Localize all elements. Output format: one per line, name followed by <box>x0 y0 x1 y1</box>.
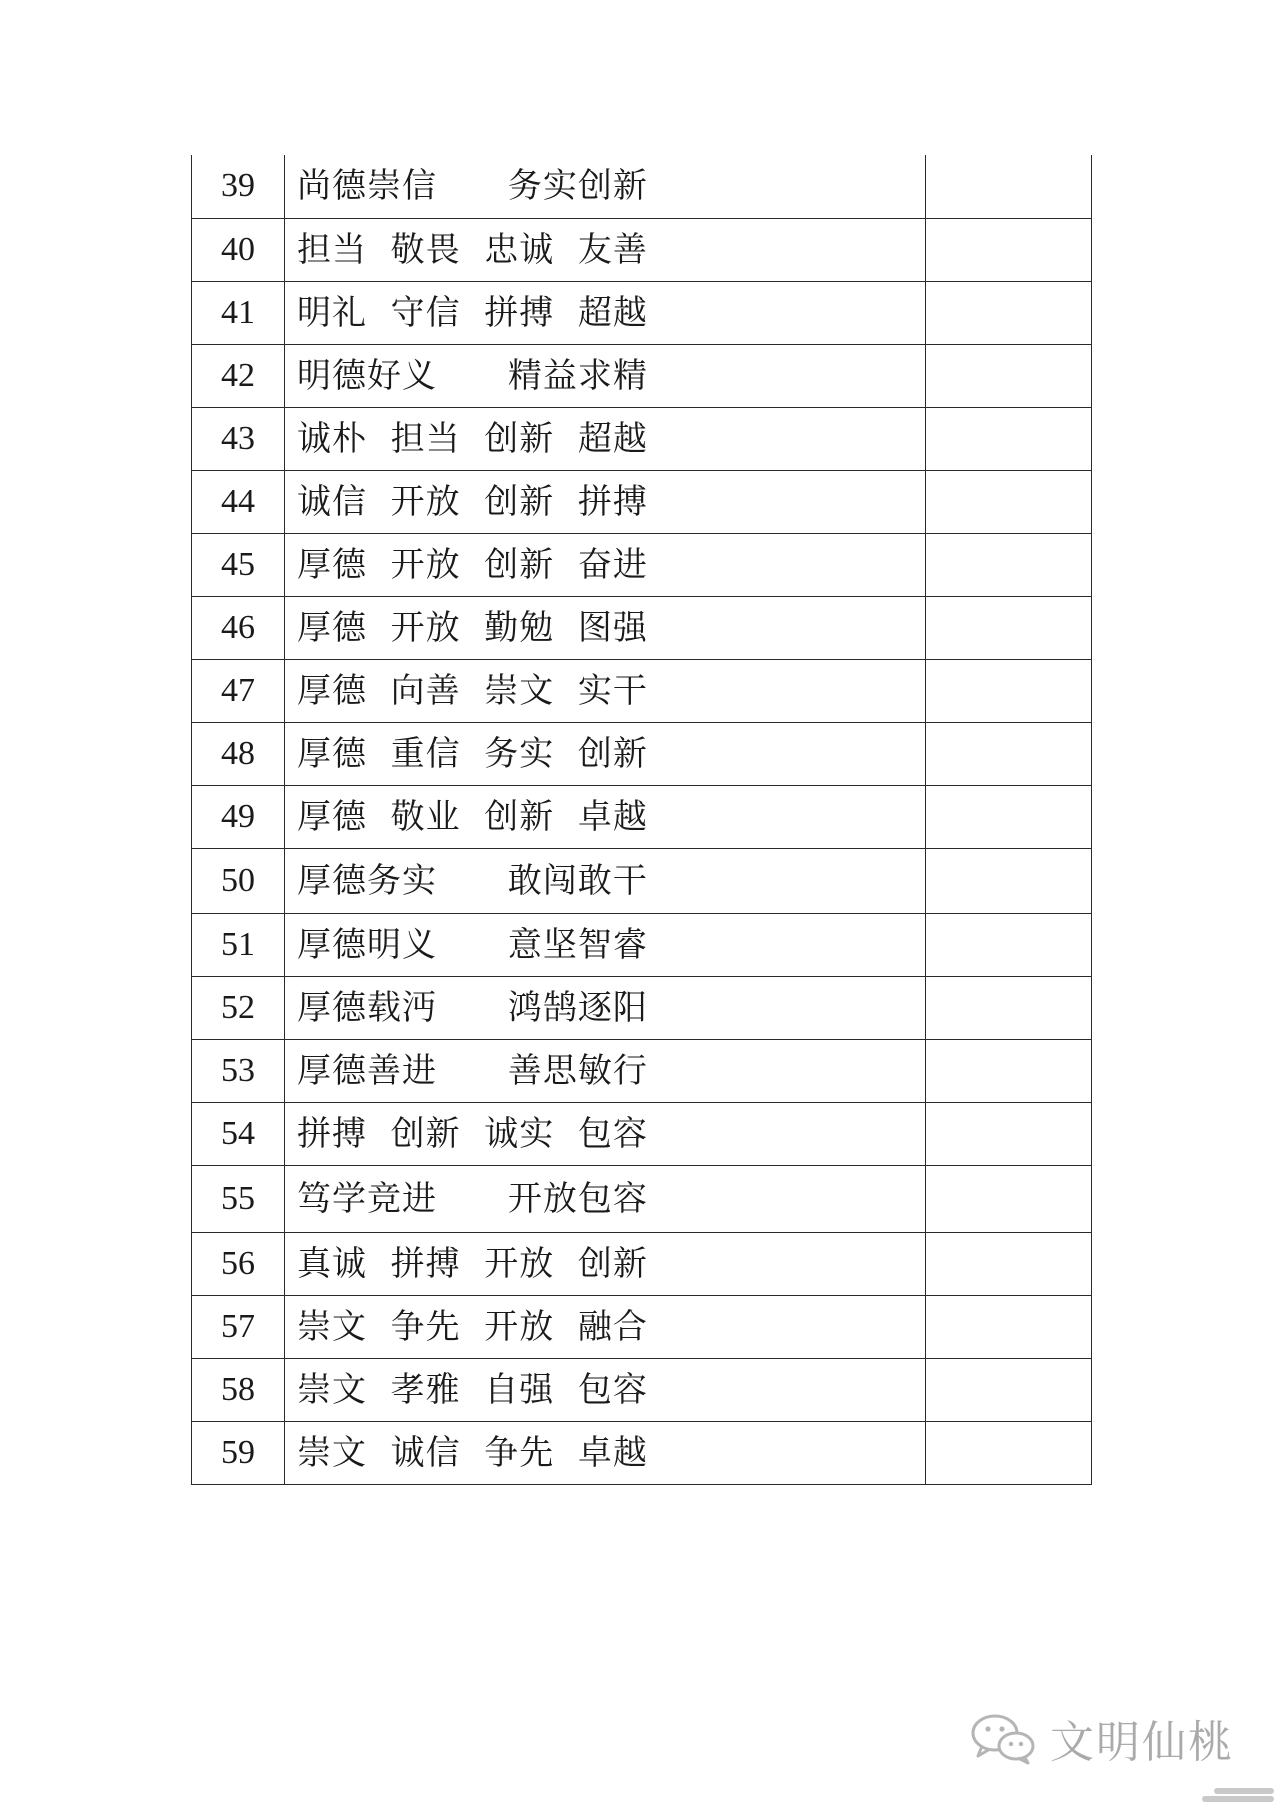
slogan-cell: 拼搏 创新 诚实 包容 <box>285 1102 926 1165</box>
row-number: 42 <box>192 344 285 407</box>
row-number: 57 <box>192 1295 285 1358</box>
row-number: 44 <box>192 470 285 533</box>
row-number: 52 <box>192 976 285 1039</box>
row-number: 41 <box>192 281 285 344</box>
slogan-cell: 真诚 拼搏 开放 创新 <box>285 1232 926 1295</box>
slogan-cell: 尚德崇信 务实创新 <box>285 155 926 218</box>
slogan-cell: 崇文 诚信 争先 卓越 <box>285 1421 926 1484</box>
watermark <box>968 1706 1234 1770</box>
row-number: 59 <box>192 1421 285 1484</box>
remark-cell <box>926 218 1092 281</box>
table-row <box>192 659 1092 722</box>
slogan-cell: 明礼 守信 拼搏 超越 <box>285 281 926 344</box>
table-row <box>192 1421 1092 1484</box>
remark-cell <box>926 1421 1092 1484</box>
slogan-cell: 诚朴 担当 创新 超越 <box>285 407 926 470</box>
remark-cell <box>926 1295 1092 1358</box>
slogan-cell: 厚德 开放 勤勉 图强 <box>285 596 926 659</box>
table-row <box>192 848 1092 913</box>
slogan-table <box>191 155 1092 1485</box>
slogan-cell: 厚德 敬业 创新 卓越 <box>285 785 926 848</box>
table-row <box>192 281 1092 344</box>
slogan-cell: 厚德明义 意坚智睿 <box>285 913 926 976</box>
remark-cell <box>926 1039 1092 1102</box>
slogan-cell: 崇文 孝雅 自强 包容 <box>285 1358 926 1421</box>
table-row <box>192 155 1092 218</box>
slogan-cell: 诚信 开放 创新 拼搏 <box>285 470 926 533</box>
table-row <box>192 722 1092 785</box>
slogan-table-body <box>192 155 1092 1484</box>
table-row <box>192 1358 1092 1421</box>
table-row <box>192 1295 1092 1358</box>
slogan-cell: 笃学竞进 开放包容 <box>285 1165 926 1232</box>
remark-cell <box>926 407 1092 470</box>
table-row <box>192 407 1092 470</box>
row-number: 46 <box>192 596 285 659</box>
row-number: 47 <box>192 659 285 722</box>
remark-cell <box>926 1232 1092 1295</box>
table-row <box>192 344 1092 407</box>
table-row <box>192 470 1092 533</box>
row-number: 43 <box>192 407 285 470</box>
row-number: 48 <box>192 722 285 785</box>
slogan-cell: 厚德 向善 崇文 实干 <box>285 659 926 722</box>
table-row <box>192 218 1092 281</box>
table-row <box>192 913 1092 976</box>
corner-site-mark <box>1194 1784 1274 1806</box>
remark-cell <box>926 913 1092 976</box>
table-row <box>192 785 1092 848</box>
row-number: 45 <box>192 533 285 596</box>
remark-cell <box>926 155 1092 218</box>
remark-cell <box>926 470 1092 533</box>
slogan-cell: 厚德善进 善思敏行 <box>285 1039 926 1102</box>
row-number: 49 <box>192 785 285 848</box>
row-number: 58 <box>192 1358 285 1421</box>
remark-cell <box>926 1102 1092 1165</box>
remark-cell <box>926 596 1092 659</box>
table-row <box>192 596 1092 659</box>
table-row <box>192 976 1092 1039</box>
table-row <box>192 1232 1092 1295</box>
row-number: 54 <box>192 1102 285 1165</box>
remark-cell <box>926 281 1092 344</box>
row-number: 56 <box>192 1232 285 1295</box>
table-row <box>192 1102 1092 1165</box>
slogan-cell: 明德好义 精益求精 <box>285 344 926 407</box>
remark-cell <box>926 722 1092 785</box>
row-number: 50 <box>192 848 285 913</box>
remark-cell <box>926 1165 1092 1232</box>
row-number: 39 <box>192 155 285 218</box>
slogan-cell: 厚德务实 敢闯敢干 <box>285 848 926 913</box>
row-number: 55 <box>192 1165 285 1232</box>
remark-cell <box>926 344 1092 407</box>
slogan-cell: 厚德载沔 鸿鹄逐阳 <box>285 976 926 1039</box>
slogan-cell: 担当 敬畏 忠诚 友善 <box>285 218 926 281</box>
row-number: 40 <box>192 218 285 281</box>
remark-cell <box>926 1358 1092 1421</box>
remark-cell <box>926 976 1092 1039</box>
wechat-logo-icon <box>968 1710 1038 1766</box>
remark-cell <box>926 848 1092 913</box>
row-number: 51 <box>192 913 285 976</box>
table-row <box>192 1165 1092 1232</box>
watermark-brand: 文明仙桃 <box>1050 1717 1234 1768</box>
remark-cell <box>926 785 1092 848</box>
remark-cell <box>926 659 1092 722</box>
row-number: 53 <box>192 1039 285 1102</box>
remark-cell <box>926 533 1092 596</box>
slogan-cell: 厚德 重信 务实 创新 <box>285 722 926 785</box>
slogan-cell: 崇文 争先 开放 融合 <box>285 1295 926 1358</box>
slogan-cell: 厚德 开放 创新 奋进 <box>285 533 926 596</box>
table-row <box>192 533 1092 596</box>
table-row <box>192 1039 1092 1102</box>
